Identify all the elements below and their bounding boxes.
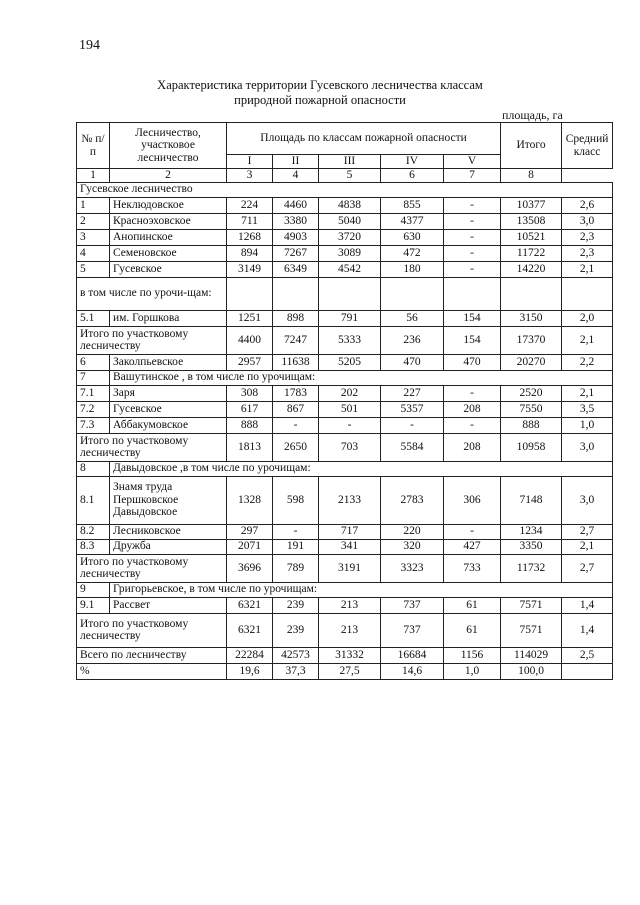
empty-cell bbox=[444, 277, 501, 310]
class-value: - bbox=[381, 417, 444, 433]
class-value: 1251 bbox=[227, 310, 273, 326]
row-number: 7.2 bbox=[77, 401, 110, 417]
header-index: 6 bbox=[381, 169, 444, 183]
class-value: 1,0 bbox=[444, 663, 501, 679]
row-avg: 2,3 bbox=[562, 229, 613, 245]
class-value: 2071 bbox=[227, 539, 273, 554]
table-row bbox=[77, 310, 613, 326]
class-value: 5205 bbox=[319, 354, 381, 370]
class-value: 61 bbox=[444, 597, 501, 613]
row-avg: 2,7 bbox=[562, 524, 613, 539]
class-value: 191 bbox=[273, 539, 319, 554]
class-value: 1328 bbox=[227, 476, 273, 524]
table-row bbox=[77, 417, 613, 433]
row-total: 1234 bbox=[501, 524, 562, 539]
class-value: 2133 bbox=[319, 476, 381, 524]
class-value: 472 bbox=[381, 245, 444, 261]
table-row bbox=[77, 245, 613, 261]
table-row bbox=[77, 597, 613, 613]
class-value: 737 bbox=[381, 613, 444, 647]
empty-cell bbox=[319, 277, 381, 310]
class-value: 208 bbox=[444, 433, 501, 461]
class-value: 27,5 bbox=[319, 663, 381, 679]
table-row bbox=[77, 277, 613, 310]
class-value: 6349 bbox=[273, 261, 319, 277]
table-row bbox=[77, 539, 613, 554]
row-number: 6 bbox=[77, 354, 110, 370]
class-value: 617 bbox=[227, 401, 273, 417]
section-label: Григорьевское, в том числе по урочищам: bbox=[110, 582, 613, 597]
class-value: 3149 bbox=[227, 261, 273, 277]
header-area: Площадь по классам пожарной опасности bbox=[227, 123, 501, 155]
class-value: 791 bbox=[319, 310, 381, 326]
row-number: 5 bbox=[77, 261, 110, 277]
row-number: 5.1 bbox=[77, 310, 110, 326]
class-value: 4460 bbox=[273, 197, 319, 213]
class-value: 6321 bbox=[227, 613, 273, 647]
row-total: 20270 bbox=[501, 354, 562, 370]
header-class: I bbox=[227, 155, 273, 169]
empty-cell bbox=[562, 277, 613, 310]
header-class: V bbox=[444, 155, 501, 169]
header-num: № п/п bbox=[77, 123, 110, 169]
section-label: Вашутинское , в том числе по урочищам: bbox=[110, 370, 613, 385]
row-name-line: Першковское bbox=[113, 493, 179, 506]
class-value: 703 bbox=[319, 433, 381, 461]
class-value: 224 bbox=[227, 197, 273, 213]
row-avg: 3,0 bbox=[562, 213, 613, 229]
class-value: 213 bbox=[319, 597, 381, 613]
header-index: 4 bbox=[273, 169, 319, 183]
header-name: Лесничество, участковое лесничество bbox=[110, 123, 227, 169]
row-avg bbox=[562, 663, 613, 679]
subtotal-label: Итого по участковому лесничеству bbox=[77, 554, 227, 582]
class-value: 239 bbox=[273, 597, 319, 613]
page-title bbox=[0, 78, 640, 108]
table-row bbox=[77, 401, 613, 417]
table-row bbox=[77, 663, 613, 679]
class-value: 154 bbox=[444, 326, 501, 354]
header-class: III bbox=[319, 155, 381, 169]
row-name: им. Горшкова bbox=[110, 310, 227, 326]
section-number: 9 bbox=[77, 582, 110, 597]
class-value: 789 bbox=[273, 554, 319, 582]
row-avg: 3,0 bbox=[562, 476, 613, 524]
class-value: - bbox=[444, 213, 501, 229]
row-number: 3 bbox=[77, 229, 110, 245]
section-label: Давыдовское ,в том числе по урочищам: bbox=[110, 461, 613, 476]
class-value: - bbox=[444, 197, 501, 213]
table-row bbox=[77, 370, 613, 385]
row-total: 17370 bbox=[501, 326, 562, 354]
class-value: 427 bbox=[444, 539, 501, 554]
table-row bbox=[77, 613, 613, 647]
row-total: 114029 bbox=[501, 647, 562, 663]
table-row bbox=[77, 385, 613, 401]
table-row bbox=[77, 197, 613, 213]
row-total: 14220 bbox=[501, 261, 562, 277]
class-value: 16684 bbox=[381, 647, 444, 663]
row-name: Рассвет bbox=[110, 597, 227, 613]
class-value: 3089 bbox=[319, 245, 381, 261]
header-index: 2 bbox=[110, 169, 227, 183]
subtotal-label: Всего по лесничеству bbox=[77, 647, 227, 663]
class-value: 3380 bbox=[273, 213, 319, 229]
row-total: 3350 bbox=[501, 539, 562, 554]
class-value: 2783 bbox=[381, 476, 444, 524]
class-value: 733 bbox=[444, 554, 501, 582]
table-row bbox=[77, 476, 613, 524]
class-value: - bbox=[444, 524, 501, 539]
row-avg: 2,2 bbox=[562, 354, 613, 370]
section-label: Гусевское лесничество bbox=[77, 182, 613, 197]
row-avg: 2,3 bbox=[562, 245, 613, 261]
section-number: 7 bbox=[77, 370, 110, 385]
header-index: 3 bbox=[227, 169, 273, 183]
row-name: Лесниковское bbox=[110, 524, 227, 539]
table-row bbox=[77, 229, 613, 245]
header-class: IV bbox=[381, 155, 444, 169]
row-number: 8.3 bbox=[77, 539, 110, 554]
row-total: 10377 bbox=[501, 197, 562, 213]
table-row bbox=[77, 647, 613, 663]
class-value: - bbox=[444, 261, 501, 277]
header-index: 1 bbox=[77, 169, 110, 183]
class-value: 42573 bbox=[273, 647, 319, 663]
row-number: 7.3 bbox=[77, 417, 110, 433]
class-value: 1783 bbox=[273, 385, 319, 401]
class-value: - bbox=[444, 417, 501, 433]
table-row bbox=[77, 326, 613, 354]
row-total: 7148 bbox=[501, 476, 562, 524]
row-total: 2520 bbox=[501, 385, 562, 401]
class-value: 470 bbox=[444, 354, 501, 370]
table-row bbox=[77, 554, 613, 582]
class-value: 11638 bbox=[273, 354, 319, 370]
row-avg: 2,1 bbox=[562, 261, 613, 277]
class-value: 308 bbox=[227, 385, 273, 401]
header-class: II bbox=[273, 155, 319, 169]
class-value: 4838 bbox=[319, 197, 381, 213]
class-value: 220 bbox=[381, 524, 444, 539]
row-avg: 1,4 bbox=[562, 597, 613, 613]
table-row bbox=[77, 213, 613, 229]
row-number: 8.1 bbox=[77, 476, 110, 524]
class-value: 6321 bbox=[227, 597, 273, 613]
class-value: 306 bbox=[444, 476, 501, 524]
unit-label: площадь, га bbox=[502, 108, 563, 122]
row-avg: 2,5 bbox=[562, 647, 613, 663]
class-value: 3720 bbox=[319, 229, 381, 245]
class-value: 894 bbox=[227, 245, 273, 261]
row-total: 11722 bbox=[501, 245, 562, 261]
class-value: - bbox=[273, 417, 319, 433]
row-avg: 2,1 bbox=[562, 385, 613, 401]
row-total: 10521 bbox=[501, 229, 562, 245]
row-name: Анопинское bbox=[110, 229, 227, 245]
class-value: 598 bbox=[273, 476, 319, 524]
empty-cell bbox=[501, 277, 562, 310]
row-avg: 3,5 bbox=[562, 401, 613, 417]
class-value: 717 bbox=[319, 524, 381, 539]
row-name: Заколпьевское bbox=[110, 354, 227, 370]
section-number: 8 bbox=[77, 461, 110, 476]
title-line-1: Характеристика территории Гусевского лесничества классам bbox=[157, 78, 483, 92]
class-value: 4542 bbox=[319, 261, 381, 277]
class-value: 7247 bbox=[273, 326, 319, 354]
subtotal-label: Итого по участковому лесничеству bbox=[77, 613, 227, 647]
row-name: Гусевское bbox=[110, 401, 227, 417]
class-value: 2650 bbox=[273, 433, 319, 461]
class-value: 31332 bbox=[319, 647, 381, 663]
class-value: 61 bbox=[444, 613, 501, 647]
class-value: 1156 bbox=[444, 647, 501, 663]
class-value: 1268 bbox=[227, 229, 273, 245]
class-value: 320 bbox=[381, 539, 444, 554]
empty-cell bbox=[381, 277, 444, 310]
class-value: - bbox=[444, 385, 501, 401]
row-name: Заря bbox=[110, 385, 227, 401]
row-total: 11732 bbox=[501, 554, 562, 582]
row-total: 7571 bbox=[501, 613, 562, 647]
row-avg: 2,1 bbox=[562, 326, 613, 354]
header-index: 8 bbox=[501, 169, 562, 183]
class-value: 898 bbox=[273, 310, 319, 326]
row-name: Аббакумовское bbox=[110, 417, 227, 433]
row-total: 7571 bbox=[501, 597, 562, 613]
row-name: Красноэховское bbox=[110, 213, 227, 229]
header-total: Итого bbox=[501, 123, 562, 169]
class-value: 867 bbox=[273, 401, 319, 417]
class-value: 14,6 bbox=[381, 663, 444, 679]
class-value: 22284 bbox=[227, 647, 273, 663]
class-value: 4400 bbox=[227, 326, 273, 354]
row-number: 7.1 bbox=[77, 385, 110, 401]
class-value: 56 bbox=[381, 310, 444, 326]
class-value: 3323 bbox=[381, 554, 444, 582]
row-avg: 3,0 bbox=[562, 433, 613, 461]
class-value: 180 bbox=[381, 261, 444, 277]
class-value: 213 bbox=[319, 613, 381, 647]
class-value: - bbox=[273, 524, 319, 539]
table-row bbox=[77, 461, 613, 476]
row-number: 2 bbox=[77, 213, 110, 229]
class-value: - bbox=[444, 245, 501, 261]
row-name-line: Знамя труда bbox=[113, 481, 173, 494]
class-value: 7267 bbox=[273, 245, 319, 261]
row-name: Дружба bbox=[110, 539, 227, 554]
class-value: 2957 bbox=[227, 354, 273, 370]
class-value: - bbox=[444, 229, 501, 245]
class-value: 227 bbox=[381, 385, 444, 401]
row-name: Неклюдовское bbox=[110, 197, 227, 213]
class-value: 341 bbox=[319, 539, 381, 554]
class-value: 154 bbox=[444, 310, 501, 326]
row-avg: 2,0 bbox=[562, 310, 613, 326]
row-avg: 2,7 bbox=[562, 554, 613, 582]
subtotal-label: Итого по участковому лесничеству bbox=[77, 433, 227, 461]
subtotal-label: Итого по участковому лесничеству bbox=[77, 326, 227, 354]
page-number: 194 bbox=[79, 38, 100, 53]
header-avg: Средний класс bbox=[562, 123, 613, 169]
table-row bbox=[77, 433, 613, 461]
table-row bbox=[77, 354, 613, 370]
row-total: 100,0 bbox=[501, 663, 562, 679]
empty-cell bbox=[273, 277, 319, 310]
class-value: 239 bbox=[273, 613, 319, 647]
row-name: Семеновское bbox=[110, 245, 227, 261]
row-total: 7550 bbox=[501, 401, 562, 417]
row-number: 1 bbox=[77, 197, 110, 213]
class-value: 4377 bbox=[381, 213, 444, 229]
row-total: 3150 bbox=[501, 310, 562, 326]
class-value: 711 bbox=[227, 213, 273, 229]
subtotal-label: % bbox=[77, 663, 227, 679]
class-value: 19,6 bbox=[227, 663, 273, 679]
class-value: 888 bbox=[227, 417, 273, 433]
class-value: 5040 bbox=[319, 213, 381, 229]
class-value: 5333 bbox=[319, 326, 381, 354]
class-value: 202 bbox=[319, 385, 381, 401]
class-value: 855 bbox=[381, 197, 444, 213]
row-number: 4 bbox=[77, 245, 110, 261]
class-value: 737 bbox=[381, 597, 444, 613]
class-value: - bbox=[319, 417, 381, 433]
row-avg: 1,4 bbox=[562, 613, 613, 647]
class-value: 236 bbox=[381, 326, 444, 354]
class-value: 297 bbox=[227, 524, 273, 539]
class-value: 3191 bbox=[319, 554, 381, 582]
row-name: Гусевское bbox=[110, 261, 227, 277]
empty-cell bbox=[227, 277, 273, 310]
row-avg: 2,1 bbox=[562, 539, 613, 554]
table-row bbox=[77, 582, 613, 597]
row-name-line: Давыдовское bbox=[113, 506, 178, 519]
fire-danger-table bbox=[76, 122, 613, 680]
class-value: 630 bbox=[381, 229, 444, 245]
class-value: 501 bbox=[319, 401, 381, 417]
class-value: 208 bbox=[444, 401, 501, 417]
class-value: 4903 bbox=[273, 229, 319, 245]
class-value: 3696 bbox=[227, 554, 273, 582]
row-avg: 1,0 bbox=[562, 417, 613, 433]
table-row bbox=[77, 261, 613, 277]
row-total: 888 bbox=[501, 417, 562, 433]
header-index: 5 bbox=[319, 169, 381, 183]
including-label: в том числе по урочи-щам: bbox=[77, 277, 227, 310]
header-index: 7 bbox=[444, 169, 501, 183]
table-row bbox=[77, 182, 613, 197]
row-total: 10958 bbox=[501, 433, 562, 461]
class-value: 5357 bbox=[381, 401, 444, 417]
row-number: 8.2 bbox=[77, 524, 110, 539]
table-row bbox=[77, 524, 613, 539]
row-total: 13508 bbox=[501, 213, 562, 229]
row-avg: 2,6 bbox=[562, 197, 613, 213]
class-value: 1813 bbox=[227, 433, 273, 461]
row-name bbox=[110, 476, 227, 524]
class-value: 470 bbox=[381, 354, 444, 370]
class-value: 37,3 bbox=[273, 663, 319, 679]
class-value: 5584 bbox=[381, 433, 444, 461]
row-number: 9.1 bbox=[77, 597, 110, 613]
title-line-2: природной пожарной опасности bbox=[234, 93, 406, 107]
